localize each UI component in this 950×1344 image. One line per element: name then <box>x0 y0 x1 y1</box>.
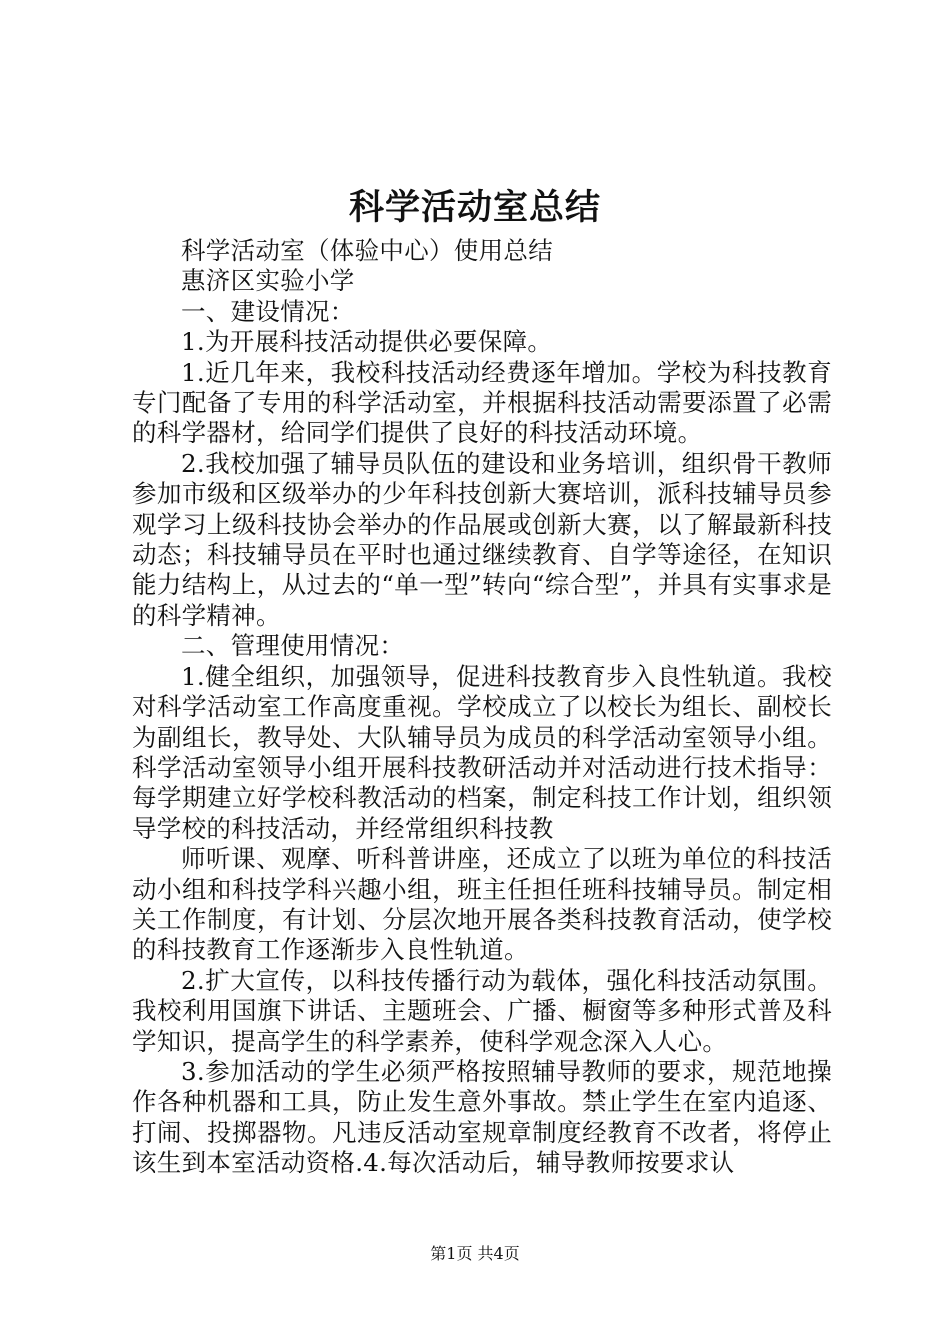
paragraph: 1.近几年来，我校科技活动经费逐年增加。学校为科技教育专门配备了专用的科学活动室，并根据科技活动需要添置了必需的科学器材，给同学们提供了良好的科技活动环境。 <box>132 357 832 448</box>
subsection-heading: 1.为开展科技活动提供必要保障。 <box>181 327 553 357</box>
document-title: 科学活动室总结 <box>348 188 601 228</box>
paragraph: 师听课、观摩、听科普讲座，还成立了以班为单位的科技活动小组和科技学科兴趣小组，班主任担任班科技辅导员。制定相关工作制度，有计划、分层次地开展各类科技教育活动，使学校的科技教育工作逐渐步入良性轨道。 <box>132 844 832 965</box>
paragraph: 1.健全组织，加强领导，促进科技教育步入良性轨道。我校对科学活动室工作高度重视。学校成立了以校长为组长、副校长为副组长，教导处、大队辅导员为成员的科学活动室领导小组。科学活动室领导小组开展科技教研活动并对活动进行技术指导：每学期建立好学校科教活动的档案，制定科技工作计划，组织领导学校的科技活动，并经常组织科技教 <box>132 661 832 843</box>
section-heading: 一、建设情况： <box>181 296 355 326</box>
paragraph: 3.参加活动的学生必须严格按照辅导教师的要求，规范地操作各种机器和工具，防止发生意外事故。禁止学生在室内追逐、打闹、投掷器物。凡违反活动室规章制度经教育不改者，将停止该生到本室活动资格.4.每次活动后，辅导教师按要求认 <box>132 1056 832 1178</box>
paragraph: 2.我校加强了辅导员队伍的建设和业务培训，组织骨干教师参加市级和区级举办的少年科技创新大赛培训，派科技辅导员参观学习上级科技协会举办的作品展或创新大赛，以了解最新科技动态；科技辅导员在平时也通过继续教育、自学等途径，在知识能力结构上，从过去的“单一型”转向“综合型”，并具有实事求是的科学精神。 <box>132 448 832 630</box>
subtitle-line: 科学活动室（体验中心）使用总结 <box>181 236 553 265</box>
section-heading: 二、管理使用情况： <box>181 631 405 661</box>
paragraph: 2.扩大宣传，以科技传播行动为载体，强化科技活动氛围。我校利用国旗下讲话、主题班会、广播、橱窗等多种形式普及科学知识，提高学生的科学素养，使科学观念深入人心。 <box>132 965 832 1056</box>
school-name: 惠济区实验小学 <box>181 266 355 296</box>
document-body <box>132 236 832 1179</box>
page-number-footer: 第1页 共4页 <box>430 1244 520 1263</box>
